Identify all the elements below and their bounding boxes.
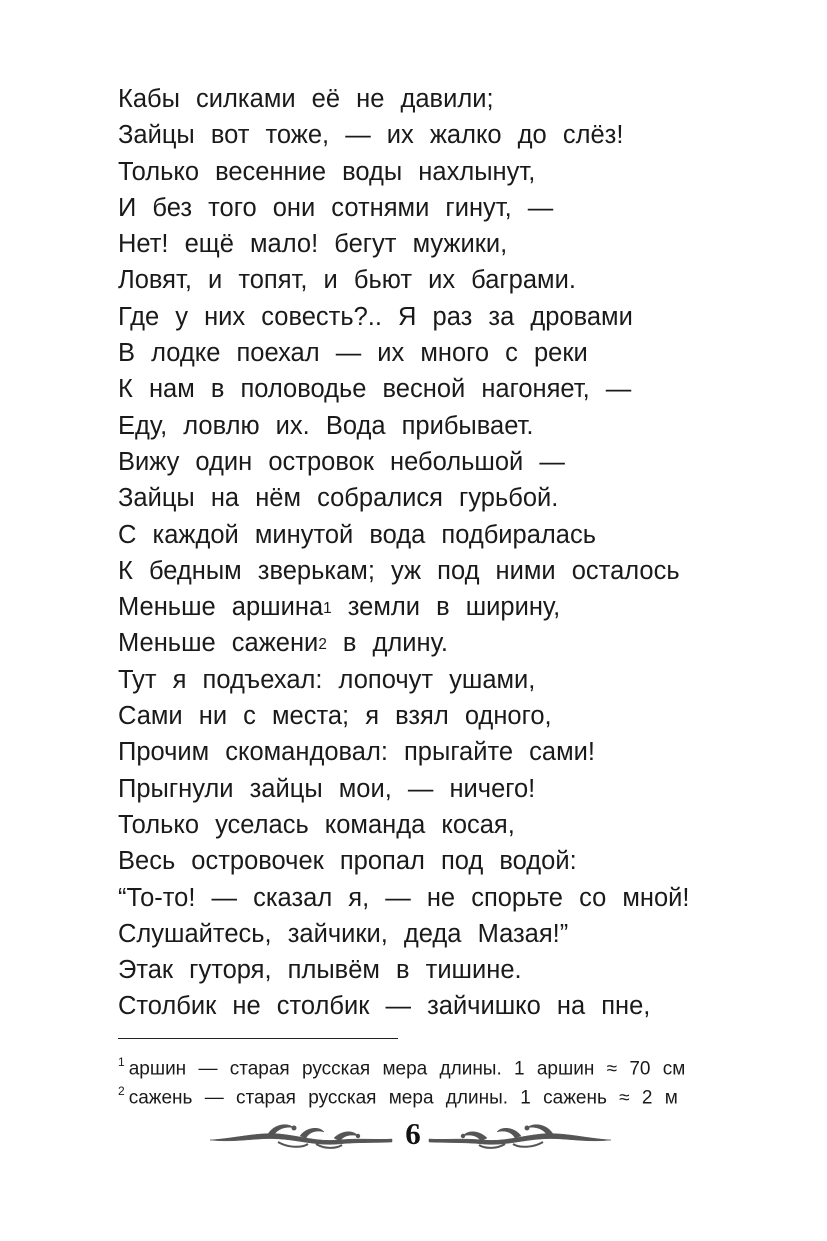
poem-line-text: В лодке поехал — их много с реки [118, 339, 588, 368]
page-number: 6 [405, 1116, 421, 1151]
footnote-text: аршин — старая русская мера длины. 1 аршин ≈ 70 см [128, 1058, 686, 1080]
footnote [118, 1049, 748, 1078]
footnote-number: 2 [118, 1084, 125, 1098]
poem-line [118, 734, 758, 770]
poem-line [118, 262, 758, 298]
poem-line [118, 226, 758, 262]
poem-line [118, 916, 758, 952]
poem-line-text: К бедным зверькам; уж под ними осталось [118, 556, 680, 585]
flourish-ornament-left-icon [208, 1118, 393, 1150]
footnote [118, 1078, 748, 1107]
poem-line [118, 480, 758, 516]
poem-line-text: Столбик не столбик — зайчишко на пне, [118, 992, 651, 1021]
poem-line-text: Сами ни с места; я взял одного, [118, 702, 552, 731]
footnote-number: 1 [118, 1055, 125, 1069]
poem-line [118, 81, 758, 117]
poem-line-text: Только уселась команда косая, [118, 810, 515, 839]
poem-line [118, 444, 758, 480]
poem-line [118, 154, 758, 190]
poem-line-text: Прочим скомандовал: прыгайте сами! [118, 738, 595, 767]
poem-line-text: Где у них совесть?.. Я раз за дровами [118, 302, 633, 331]
poem-line [118, 117, 758, 153]
poem-line-text: Меньше сажени [118, 629, 319, 658]
poem-line-text: Этак гуторя, плывём в тишине. [118, 956, 522, 985]
poem-line-text: Зайцы на нём собралися гурьбой. [118, 484, 559, 513]
poem-line [118, 517, 758, 553]
page-folio [0, 1110, 827, 1156]
poem-line [118, 190, 758, 226]
poem-line-text: Кабы силками её не давили; [118, 85, 494, 113]
poem-line-text: Вижу один островок небольшой — [118, 447, 565, 476]
poem-line [118, 408, 758, 444]
poem-line-text: Меньше аршина [118, 593, 324, 622]
poem-line [118, 771, 758, 807]
poem-line-continuation: земли в ширину, [331, 593, 561, 622]
poem-text [118, 81, 758, 1025]
poem-line [118, 698, 758, 734]
footnotes [118, 1049, 748, 1107]
poem-line [118, 299, 758, 335]
poem-line-text: Весь островочек пропал под водой: [118, 847, 577, 876]
poem-line-continuation: в длину. [326, 629, 448, 658]
poem-line [118, 371, 758, 407]
footnote-text: сажень — старая русская мера длины. 1 сажень ≈ 2 м [128, 1087, 678, 1109]
poem-line-text: Только весенние воды нахлынут, [118, 157, 536, 186]
poem-line [118, 988, 758, 1024]
poem-line [118, 553, 758, 589]
poem-line-text: С каждой минутой вода подбиралась [118, 520, 597, 549]
poem-line-text: К нам в половодье весной нагоняет, — [118, 375, 632, 404]
poem-line [118, 880, 758, 916]
poem-line-text: Тут я подъехал: лопочут ушами, [118, 665, 536, 694]
flourish-ornament-right-icon [428, 1118, 613, 1150]
poem-line-text: Еду, ловлю их. Вода прибывает. [118, 411, 534, 440]
footnote-divider [118, 1038, 398, 1039]
poem-line [118, 807, 758, 843]
poem-line-text: “То-то! — сказал я, — не спорьте со мной! [118, 883, 690, 912]
poem-line [118, 335, 758, 371]
poem-line-text: Слушайтесь, зайчики, деда Мазая!” [118, 919, 569, 948]
poem-line-text: И без того они сотнями гинут, — [118, 193, 554, 222]
poem-line-text: Нет! ещё мало! бегут мужики, [118, 230, 508, 259]
poem-line [118, 843, 758, 879]
poem-line: Меньше аршина $^1$ земли в ширину, [118, 589, 758, 625]
poem-line-text: Зайцы вот тоже, — их жалко до слёз! [118, 121, 624, 150]
poem-line-text: Ловят, и топят, и бьют их баграми. [118, 266, 576, 295]
poem-line [118, 952, 758, 988]
poem-line: Меньше сажени $^2$ в длину. [118, 625, 758, 661]
poem-line [118, 662, 758, 698]
poem-line-text: Прыгнули зайцы мои, — ничего! [118, 774, 536, 803]
